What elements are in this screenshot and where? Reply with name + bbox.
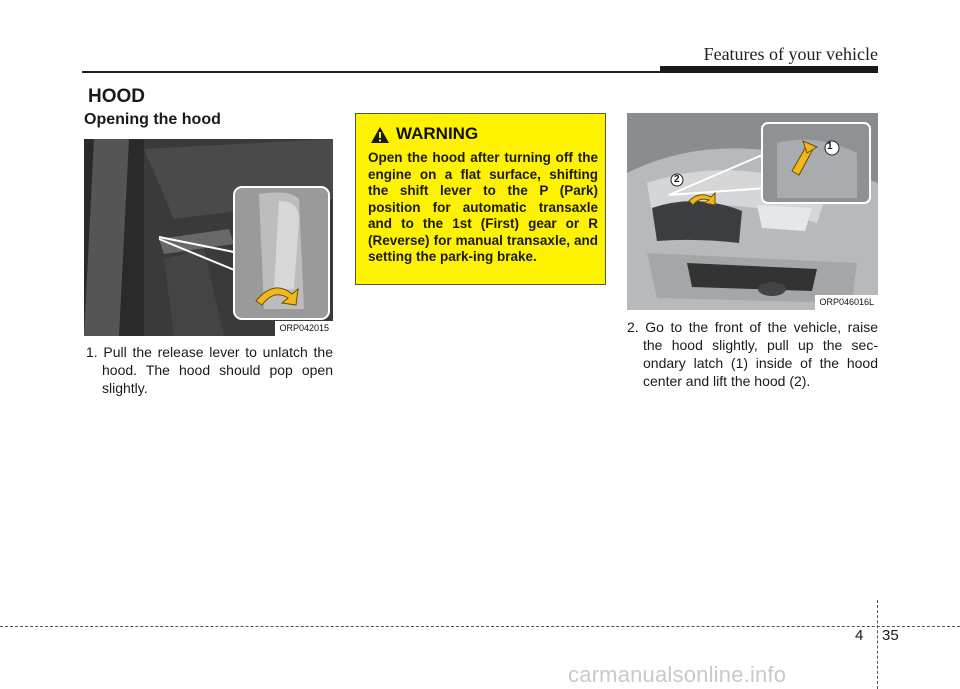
figure-caption-left: ORP042015 (275, 321, 333, 336)
header-rule-accent (660, 66, 878, 73)
figure-caption-right: ORP046016L (815, 295, 878, 310)
subsection-title: Opening the hood (84, 111, 221, 128)
page-number: 35 (882, 627, 899, 644)
page-number-divider (877, 600, 878, 689)
callout-2-label: 2 (674, 174, 680, 185)
warning-text: Open the hood after turning off the engine on a flat surface, shifting the shift lever to the P (Park) position for automatic transaxle and to the 1st (First) gear or R (Reverse) for manual transaxle, and setting the park-ing brake. (368, 150, 598, 264)
watermark: carmanualsonline.info (568, 662, 787, 687)
running-header: Features of your vehicle (703, 44, 878, 64)
chapter-number: 4 (855, 627, 864, 644)
vehicle-front-photo (627, 113, 878, 310)
warning-box (355, 113, 606, 285)
footer-rule (0, 626, 960, 627)
step-2-text: 2. Go to the front of the vehicle, raise the hood slightly, pull up the sec-ondary latch (1) inside of the hood center and lift the hood (2). (627, 319, 878, 389)
release-lever-illustration (84, 139, 333, 336)
release-lever-photo (84, 139, 333, 336)
warning-title: WARNING (396, 124, 479, 143)
step-1-text: 1. Pull the release lever to unlatch the hood. The hood should pop open slightly. (86, 344, 333, 396)
hood-latch-illustration (627, 113, 878, 310)
warning-triangle-icon (370, 126, 390, 144)
section-title: HOOD (88, 86, 145, 107)
callout-1-label: 1 (827, 141, 833, 152)
